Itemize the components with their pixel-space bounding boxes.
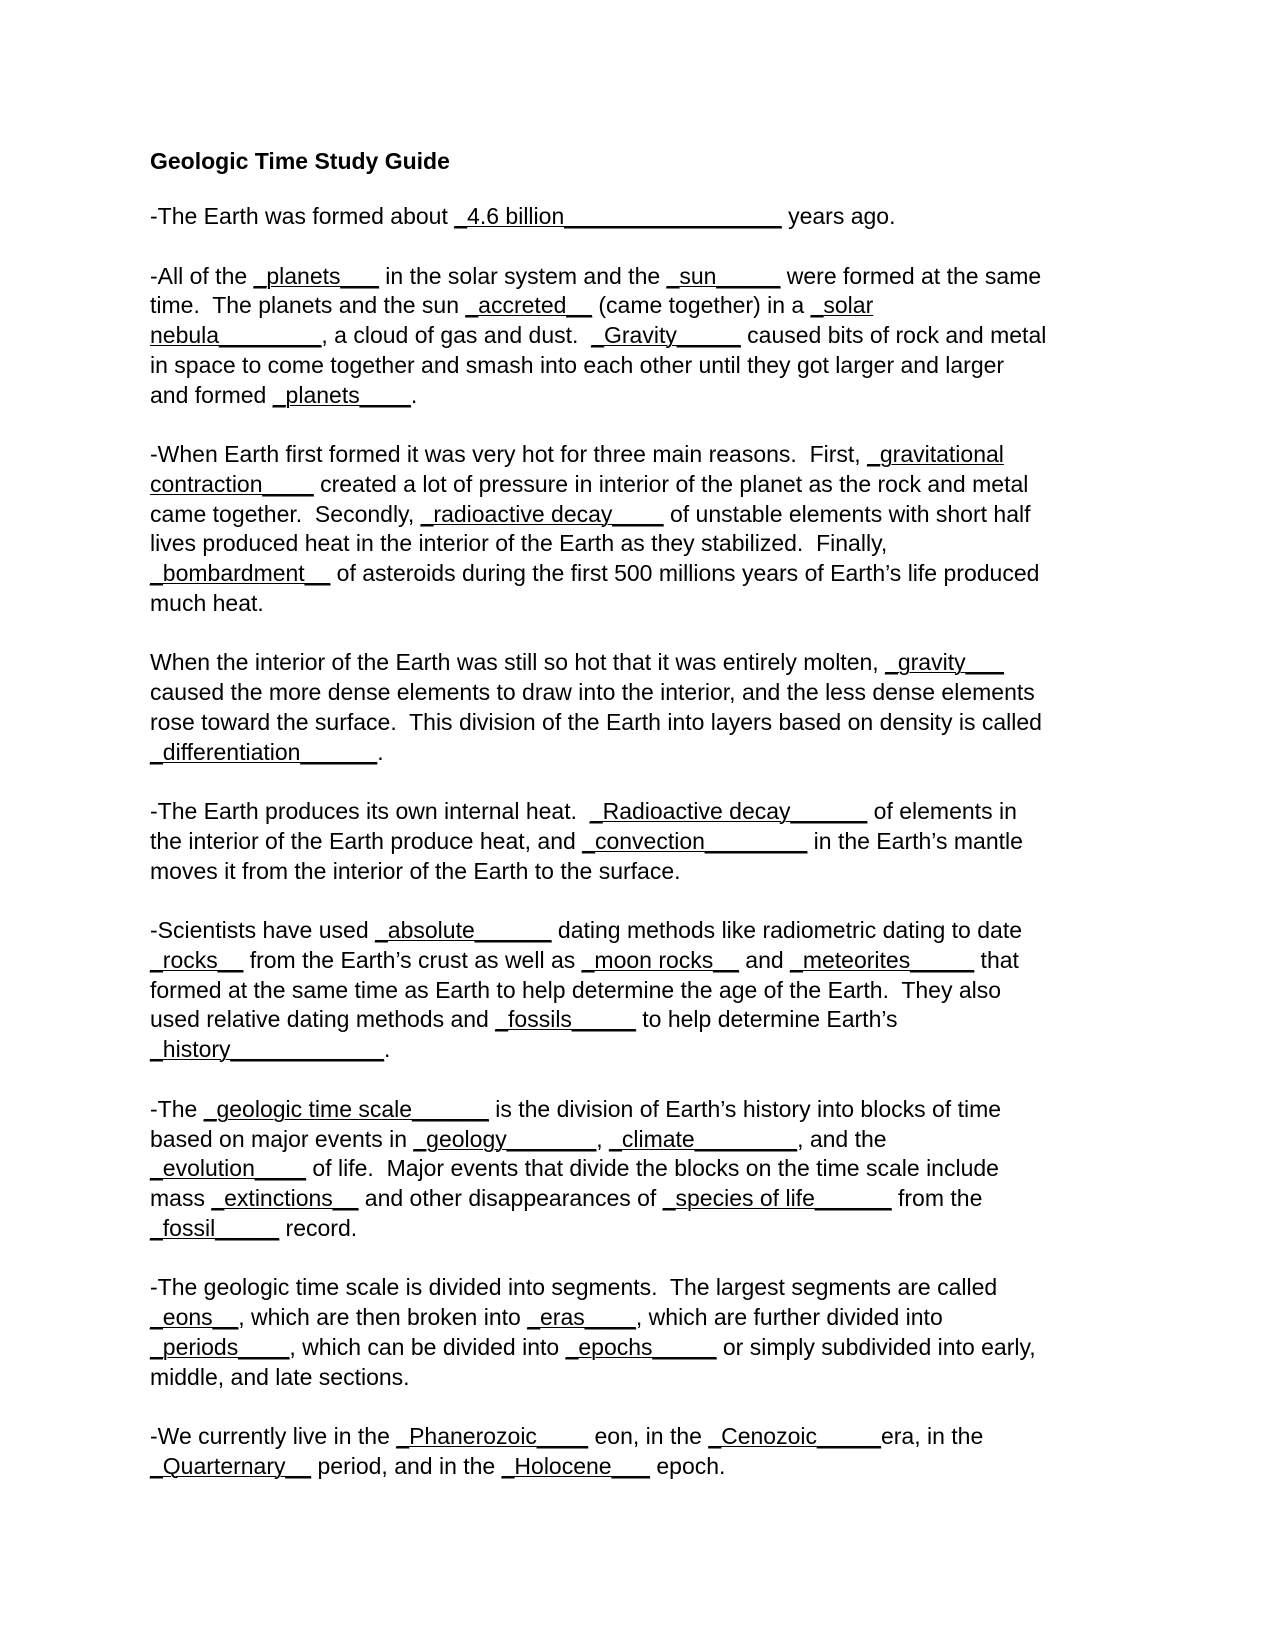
text-line	[150, 1422, 1130, 1452]
text-line	[150, 291, 1130, 321]
text-line	[150, 1035, 1130, 1065]
answer-blank: _rocks__	[150, 947, 244, 974]
text-segment: of asteroids during the first 500 millions years of Earth’s life produced	[330, 560, 1040, 587]
text-line	[150, 738, 1130, 768]
answer-blank: _geology_______	[413, 1125, 597, 1152]
answer-blank: _gravitational	[867, 441, 1004, 468]
text-segment: , and the	[797, 1125, 887, 1152]
text-segment: years ago.	[781, 203, 896, 229]
text-segment: , a cloud of gas and dust.	[321, 322, 592, 349]
text-segment: -All of the	[150, 262, 254, 289]
text-segment: eon, in the	[588, 1423, 709, 1450]
answer-blank: _eras____	[527, 1304, 636, 1331]
answer-blank: _Holocene___	[501, 1452, 650, 1479]
text-segment: that	[974, 947, 1019, 974]
text-segment: middle, and late sections.	[150, 1363, 410, 1390]
text-segment: , which are then broken into	[238, 1304, 528, 1331]
text-segment: in space to come together and smash into each other until they got larger and larger	[150, 351, 1005, 378]
answer-blank: _moon rocks__	[581, 947, 739, 974]
text-segment: to help determine Earth’s	[635, 1006, 898, 1033]
text-line	[150, 470, 1130, 500]
text-segment: of elements in	[867, 798, 1017, 825]
text-segment: -When Earth first formed it was very hot for three main reasons. First,	[150, 441, 868, 468]
text-segment: rose toward the surface. This division of the Earth into layers based on density is called	[150, 708, 1042, 735]
text-line	[150, 1005, 1130, 1035]
answer-blank: _climate________	[609, 1125, 798, 1152]
text-segment: lives produced heat in the interior of the Earth as they stabilized. Finally,	[150, 530, 888, 557]
study-guide-page	[150, 146, 1130, 1512]
text-line	[150, 1303, 1130, 1333]
text-segment: , which can be divided into	[289, 1333, 566, 1360]
paragraph-2	[150, 262, 1130, 411]
text-segment: moves it from the interior of the Earth to the surface.	[150, 857, 681, 884]
text-line	[150, 976, 1130, 1006]
text-segment: -We currently live in the	[150, 1423, 397, 1450]
answer-blank: _periods____	[150, 1333, 290, 1360]
answer-blank: _sun_____	[666, 262, 781, 289]
paragraph-5	[150, 797, 1130, 886]
text-segment: dating methods like radiometric dating to date	[551, 917, 1023, 944]
text-line	[150, 381, 1130, 411]
answer-blank: _planets___	[253, 262, 379, 289]
text-segment: of unstable elements with short half	[663, 500, 1031, 527]
text-segment: ,	[596, 1125, 610, 1152]
text-line	[150, 1363, 1130, 1393]
text-line	[150, 827, 1130, 857]
answer-blank: _convection________	[582, 827, 808, 854]
answer-blank: _planets____	[272, 381, 411, 408]
paragraph-3	[150, 440, 1130, 618]
answer-blank: _accreted__	[465, 292, 592, 319]
text-segment: of life. Major events that divide the blocks on the time scale include	[306, 1155, 999, 1182]
text-line	[150, 202, 1130, 232]
text-line	[150, 1333, 1130, 1363]
text-segment: or simply subdivided into early,	[716, 1333, 1036, 1360]
text-segment: record.	[279, 1214, 358, 1241]
text-segment: formed at the same time as Earth to help determine the age of the Earth. They also	[150, 976, 1002, 1003]
text-line	[150, 678, 1130, 708]
text-segment: epoch.	[649, 1452, 726, 1479]
answer-blank: _Quarternary__	[150, 1452, 312, 1479]
answer-blank: _extinctions__	[211, 1184, 359, 1211]
answer-blank: _meteorites_____	[790, 947, 975, 974]
paragraph-1	[150, 202, 1130, 232]
text-segment: -The Earth was formed about	[150, 203, 455, 229]
answer-blank: _gravity___	[885, 649, 1004, 676]
answer-blank: _history____________	[150, 1036, 385, 1063]
text-line	[150, 1095, 1130, 1125]
text-segment: used relative dating methods and	[150, 1006, 496, 1033]
text-segment: and	[738, 947, 791, 974]
text-line	[150, 589, 1130, 619]
answer-blank: contraction____	[150, 470, 314, 497]
text-segment: from the	[891, 1184, 983, 1211]
text-line	[150, 321, 1130, 351]
text-segment: period, and in the	[311, 1452, 502, 1479]
text-segment: , which are further divided into	[635, 1304, 943, 1331]
answer-blank: _eons__	[150, 1304, 239, 1331]
text-line	[150, 1273, 1130, 1303]
text-line	[150, 440, 1130, 470]
text-line	[150, 797, 1130, 827]
text-segment: .	[384, 1036, 391, 1063]
text-line	[150, 1184, 1130, 1214]
text-segment: in the solar system and the	[378, 262, 667, 289]
text-segment: and other disappearances of	[358, 1184, 663, 1211]
text-segment: is the division of Earth’s history into blocks of time	[488, 1095, 1002, 1122]
text-segment: were formed at the same	[780, 262, 1042, 289]
text-line	[150, 559, 1130, 589]
text-segment: from the Earth’s crust as well as	[243, 947, 582, 974]
text-segment: the interior of the Earth produce heat, and	[150, 827, 583, 854]
answer-blank: _Radioactive decay______	[589, 798, 868, 825]
paragraph-8	[150, 1273, 1130, 1392]
text-segment: came together. Secondly,	[150, 500, 421, 527]
text-segment: time. The planets and the sun	[150, 292, 466, 319]
text-line	[150, 1452, 1130, 1482]
text-line	[150, 708, 1130, 738]
text-segment: created a lot of pressure in interior of the planet as the rock and metal	[313, 470, 1029, 497]
answer-blank: _epochs_____	[565, 1333, 717, 1360]
text-line	[150, 529, 1130, 559]
text-line	[150, 351, 1130, 381]
text-segment: .	[410, 381, 418, 408]
answer-blank: _evolution____	[150, 1155, 307, 1182]
answer-blank: _fossils_____	[495, 1006, 636, 1033]
text-segment: much heat.	[150, 589, 264, 616]
text-segment: era, in the	[880, 1423, 984, 1450]
answer-blank: _Phanerozoic____	[396, 1423, 589, 1450]
text-segment: -The Earth produces its own internal heat.	[150, 798, 590, 825]
answer-blank: _Cenozoic_____	[708, 1423, 881, 1450]
answer-blank: _differentiation______	[150, 738, 378, 765]
text-line	[150, 648, 1130, 678]
paragraph-9	[150, 1422, 1130, 1481]
paragraphs-container	[150, 202, 1130, 1482]
text-segment: (came together) in a	[591, 292, 811, 319]
paragraph-7	[150, 1095, 1130, 1244]
text-line	[150, 857, 1130, 887]
text-line	[150, 500, 1130, 530]
text-line	[150, 1154, 1130, 1184]
text-line	[150, 946, 1130, 976]
text-line	[150, 1214, 1130, 1244]
answer-blank: _radioactive decay____	[420, 500, 664, 527]
document-title: Geologic Time Study Guide	[150, 148, 450, 174]
answer-blank: _4.6 billion_________________	[454, 203, 782, 229]
text-segment: and formed	[150, 381, 273, 408]
answer-blank: nebula________	[150, 322, 322, 349]
text-segment: caused bits of rock and metal	[740, 322, 1047, 349]
text-line	[150, 1125, 1130, 1155]
text-segment: -The geologic time scale is divided into segments. The largest segments are called	[150, 1274, 998, 1301]
text-segment: .	[377, 738, 384, 765]
text-segment: -The	[150, 1095, 204, 1122]
paragraph-6	[150, 916, 1130, 1065]
text-line	[150, 916, 1130, 946]
answer-blank: _Gravity_____	[591, 322, 741, 349]
answer-blank: _solar	[810, 292, 874, 319]
answer-blank: _absolute______	[375, 917, 552, 944]
text-segment: -Scientists have used	[150, 917, 376, 944]
text-segment: in the Earth’s mantle	[807, 827, 1023, 854]
answer-blank: _fossil_____	[150, 1214, 280, 1241]
text-segment: mass	[150, 1184, 212, 1211]
answer-blank: _species of life______	[662, 1184, 892, 1211]
text-segment: When the interior of the Earth was still so hot that it was entirely molten,	[150, 649, 886, 676]
text-line	[150, 262, 1130, 292]
answer-blank: _bombardment__	[150, 560, 331, 587]
paragraph-4	[150, 648, 1130, 767]
answer-blank: _geologic time scale______	[203, 1095, 489, 1122]
text-segment: caused the more dense elements to draw into the interior, and the less dense elements	[150, 679, 1035, 706]
text-segment: based on major events in	[150, 1125, 414, 1152]
